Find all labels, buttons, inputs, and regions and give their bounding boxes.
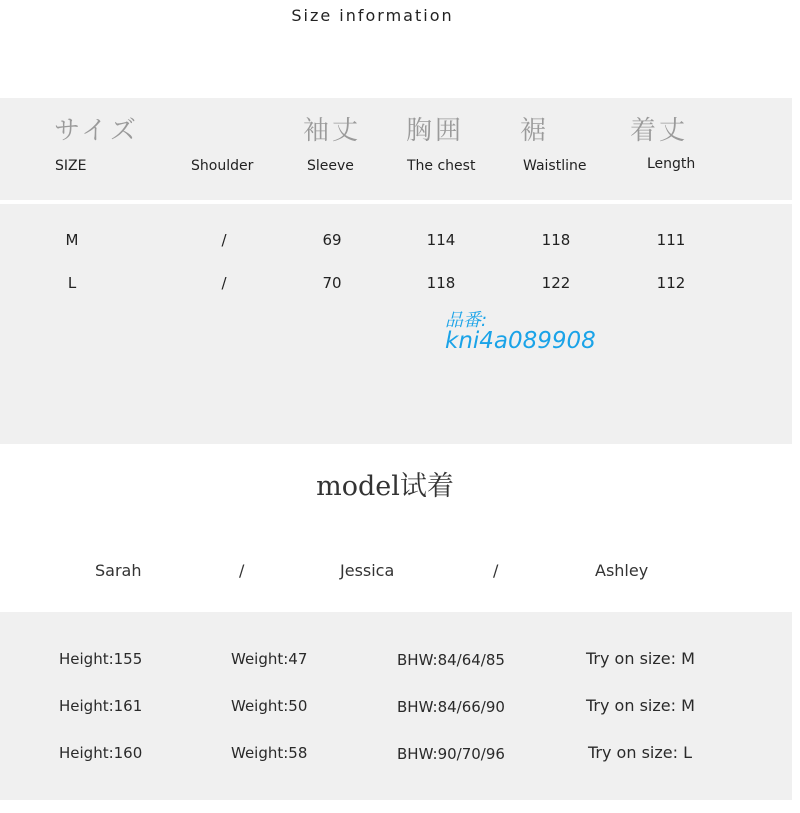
weight-cell: Weight:58 <box>231 744 308 762</box>
size-cell: M <box>65 231 79 249</box>
shoulder-cell: / <box>221 231 227 249</box>
height-cell: Height:155 <box>59 650 143 668</box>
try-size-cell: Try on size: M <box>586 696 695 715</box>
waistline-cell: 118 <box>541 231 571 249</box>
length-cell: 112 <box>656 274 686 292</box>
try-size-cell: Try on size: M <box>586 649 695 668</box>
header-sleeve: Sleeve <box>307 158 354 174</box>
weight-cell: Weight:50 <box>231 697 308 715</box>
size-cell: L <box>67 274 77 292</box>
page-title: Size information <box>291 6 454 25</box>
model-name-ashley: Ashley <box>595 561 649 580</box>
try-size-cell: Try on size: L <box>588 743 692 762</box>
header-shoulder: Shoulder <box>191 158 254 174</box>
product-code-value: kni4a089908 <box>445 328 596 354</box>
model-section-title: model试着 <box>316 471 454 502</box>
bhw-cell: BHW:84/64/85 <box>397 651 505 669</box>
bhw-cell: BHW:84/66/90 <box>397 698 505 716</box>
length-cell: 111 <box>656 231 686 249</box>
chest-cell: 118 <box>426 274 456 292</box>
height-cell: Height:160 <box>59 744 143 762</box>
height-cell: Height:161 <box>59 697 143 715</box>
sleeve-cell: 70 <box>322 274 342 292</box>
weight-cell: Weight:47 <box>231 650 308 668</box>
jp-header-size: サイズ <box>54 116 139 146</box>
model-name-sarah: Sarah <box>95 561 142 580</box>
shoulder-cell: / <box>221 274 227 292</box>
jp-header-chest: 胸囲 <box>406 116 465 146</box>
chest-cell: 114 <box>426 231 456 249</box>
header-waistline: Waistline <box>523 158 587 174</box>
jp-header-hem: 裾 <box>520 116 550 146</box>
product-code-label: 品番: <box>445 310 488 331</box>
header-length: Length <box>647 156 696 172</box>
name-separator: / <box>493 561 499 580</box>
bhw-cell: BHW:90/70/96 <box>397 745 505 763</box>
name-separator: / <box>239 561 245 580</box>
jp-header-length: 着丈 <box>630 116 689 146</box>
header-size: SIZE <box>55 158 87 174</box>
sleeve-cell: 69 <box>322 231 342 249</box>
model-name-jessica: Jessica <box>340 561 395 580</box>
header-chest: The chest <box>407 158 476 174</box>
waistline-cell: 122 <box>541 274 571 292</box>
jp-header-sleeve: 袖丈 <box>303 116 362 146</box>
